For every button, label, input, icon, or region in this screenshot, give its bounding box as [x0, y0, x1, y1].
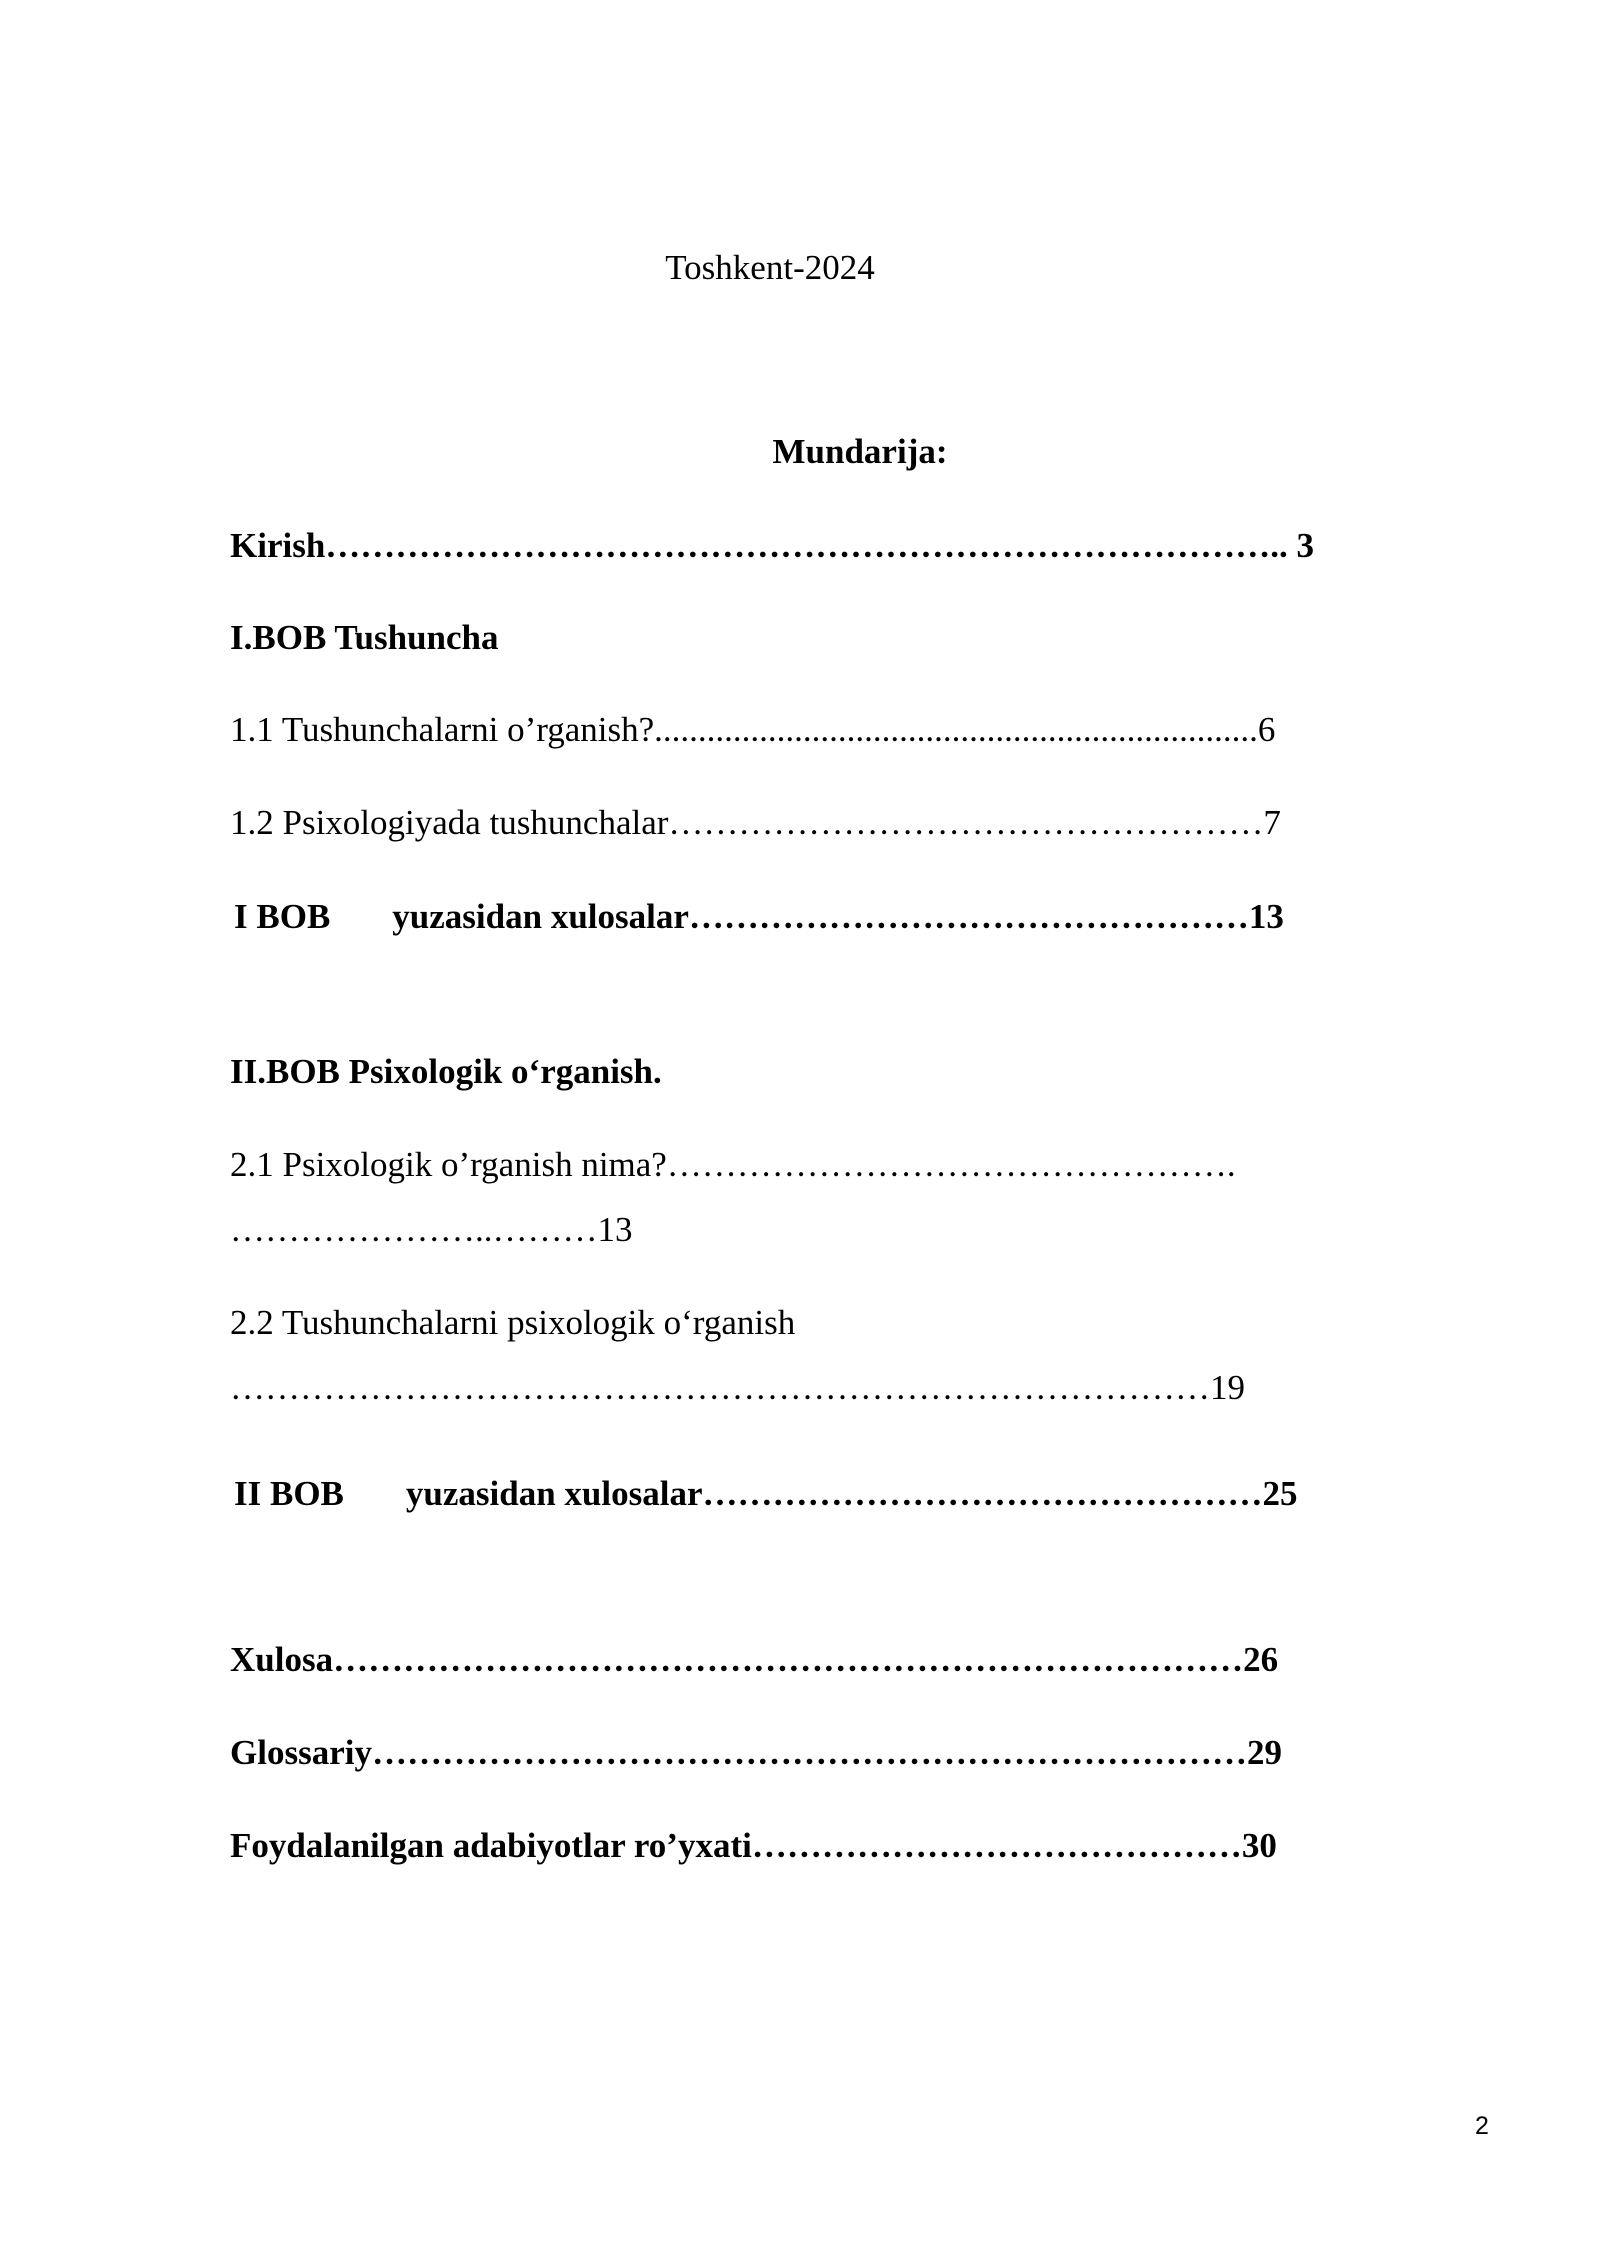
chapter-1-summary-text: yuzasidan xulosalar…………………………………………13 [392, 897, 1284, 936]
toc-entry-xulosa: Xulosa……………………………………………………………………26 [230, 1640, 1279, 1679]
toc-entry-chapter-2-summary [234, 1474, 1298, 1514]
toc-chapter-1-heading: I.BOB Tushuncha [230, 618, 499, 657]
toc-entry-2-1-line1: 2.1 Psixologik o’rganish nima?…………………………………………. [230, 1145, 1236, 1184]
toc-entry-2-1-line2: …………………..………13 [230, 1210, 633, 1249]
toc-entry-2-2-line1: 2.2 Tushunchalarni psixologik o‘rganish [230, 1303, 796, 1342]
toc-entry-2-2-line2: …………………………………………………………………………19 [230, 1368, 1245, 1407]
chapter-1-summary-label: I BOB [234, 897, 331, 936]
chapter-2-summary-text: yuzasidan xulosalar…………………………………………25 [405, 1474, 1298, 1513]
toc-entry-glossariy: Glossariy…………………………………………………………………29 [230, 1733, 1282, 1772]
toc-entry-kirish: Kirish……………………………………………………………………….. 3 [230, 526, 1315, 565]
toc-entry-chapter-1-summary [234, 897, 1284, 937]
city-year: Toshkent-2024 [665, 248, 875, 287]
chapter-2-summary-label: II BOB [234, 1474, 344, 1513]
toc-entry-adabiyotlar: Foydalanilgan adabiyotlar ro’yxati……………………………………30 [230, 1826, 1277, 1865]
page-number: 2 [1475, 2112, 1489, 2140]
toc-entry-1-1: 1.1 Tushunchalarni o’rganish?.....................................................................6 [230, 710, 1276, 749]
toc-entry-1-2: 1.2 Psixologiyada tushunchalar……………………………………………7 [230, 803, 1281, 842]
toc-chapter-2-heading: II.BOB Psixologik o‘rganish. [230, 1052, 662, 1091]
toc-title: Mundarija: [772, 432, 948, 471]
